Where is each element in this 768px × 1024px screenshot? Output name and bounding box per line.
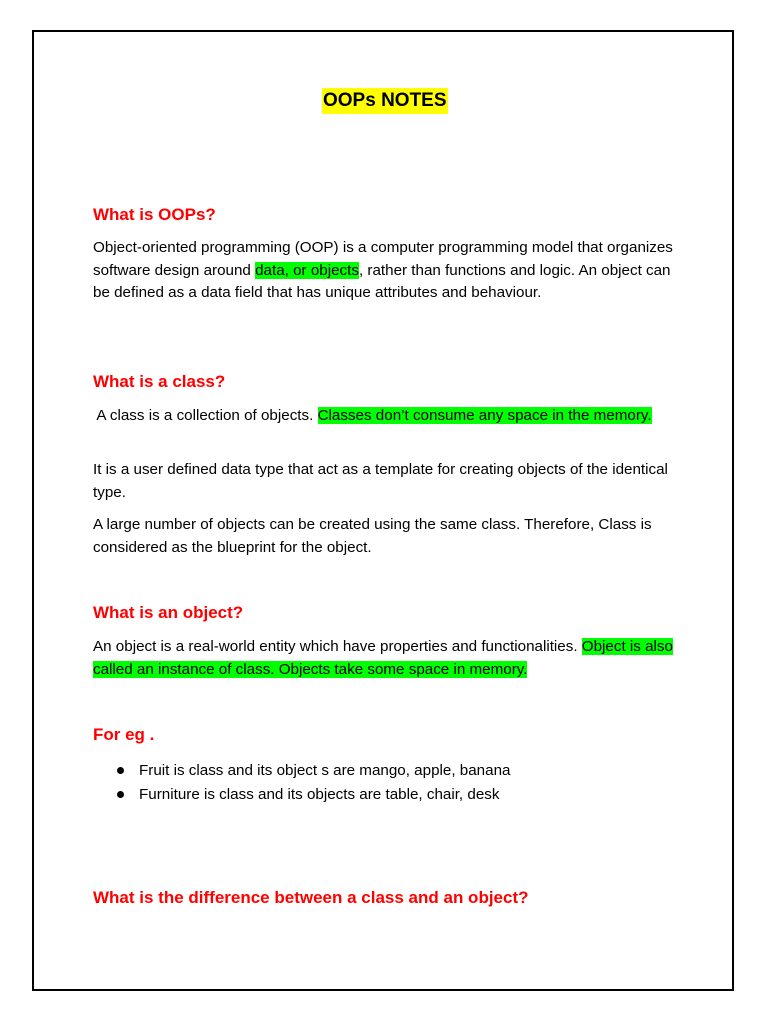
bullet-icon (117, 767, 124, 774)
paragraph-oops-definition (93, 237, 683, 305)
heading-what-is-a-class: What is a class? (93, 372, 226, 391)
paragraph-class-collection (93, 405, 683, 428)
bullet-text: Furniture is class and its objects are table, chair, desk (139, 785, 500, 803)
oops-highlight: data, or objects (255, 261, 359, 279)
page-border (32, 30, 734, 991)
example-bullet-list (93, 759, 510, 806)
heading-what-is-oops: What is OOPs? (93, 205, 216, 224)
object-text-start: An object is a real-world entity which have properties and functionalities. (93, 638, 582, 655)
paragraph-class-template: It is a user defined data type that act as a template for creating objects of the identical type. (93, 461, 668, 501)
oops-text-end: , rather than functions and logic. An object can be defined as a data field that has unique attributes and behaviour. (93, 261, 671, 302)
bullet-text: Fruit is class and its object s are mango, apple, banana (139, 762, 511, 779)
paragraph-object-definition (93, 636, 683, 681)
heading-what-is-an-object: What is an object? (93, 603, 244, 622)
page-title: OOPs NOTES (322, 88, 448, 114)
heading-class-vs-object: What is the difference between a class and an object? (93, 888, 529, 907)
list-item (93, 783, 510, 807)
class-highlight: Classes don’t consume any space in the memory. (317, 407, 652, 424)
bullet-icon (117, 791, 124, 798)
class-text-start: A class is a collection of objects. (93, 407, 318, 424)
paragraph-class-blueprint: A large number of objects can be created using the same class. Therefore, Class is considered as the blueprint for the object. (93, 516, 652, 556)
object-highlight: Object is also called an instance of class. Objects take some space in memory. (93, 638, 673, 678)
heading-for-example: For eg . (93, 725, 155, 744)
oops-text-start: Object-oriented programming (OOP) is a computer programming model that organizes software design around (93, 239, 673, 279)
list-item (93, 759, 510, 783)
